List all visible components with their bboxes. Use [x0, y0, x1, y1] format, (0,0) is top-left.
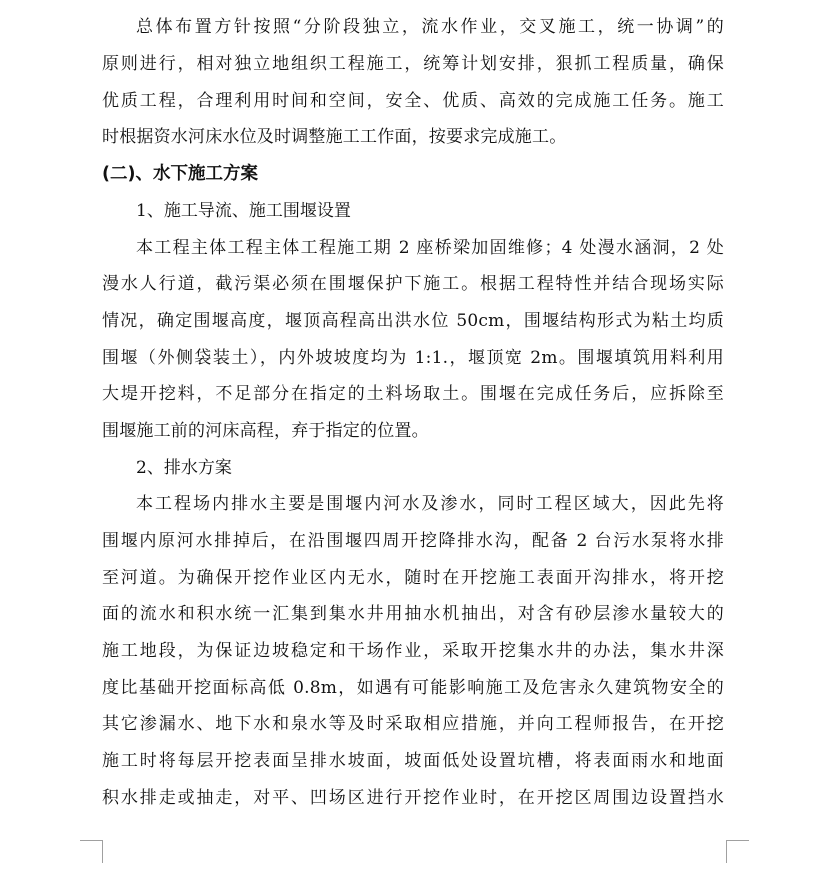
margin-corner-mark-right — [726, 840, 749, 863]
paragraph-2-line-6: 围堰施工前的河床高程，弃于指定的位置。 — [102, 421, 429, 441]
paragraph-2-line-5: 大堤开挖料，不足部分在指定的土料场取土。围堰在完成任务后，应拆除至 — [102, 384, 724, 404]
paragraph-3-line-2: 围堰内原河水排掉后，在沿围堰四周开挖降排水沟，配备 2 台污水泵将水排 — [102, 531, 724, 551]
paragraph-3-line-6: 度比基础开挖面标高低 0.8m，如遇有可能影响施工及危害永久建筑物安全的 — [102, 678, 724, 698]
paragraph-2-line-4: 围堰（外侧袋装土），内外坡坡度均为 1:1.，堰顶宽 2m。围堰填筑用料利用 — [102, 348, 724, 368]
paragraph-3-line-1: 本工程场内排水主要是围堰内河水及渗水，同时工程区域大，因此先将 — [136, 494, 724, 514]
paragraph-3-line-5: 施工地段，为保证边坡稳定和干场作业，采取开挖集水井的办法，集水井深 — [102, 641, 724, 661]
paragraph-1-line-2: 原则进行，相对独立地组织工程施工，统筹计划安排，狠抓工程质量，确保 — [102, 54, 724, 74]
subsection-heading-1: 1、施工导流、施工围堰设置 — [136, 201, 351, 221]
paragraph-3-line-9: 积水排走或抽走，对平、凹场区进行开挖作业时，在开挖区周围边设置挡水 — [102, 788, 724, 808]
paragraph-1-line-4: 时根据资水河床水位及时调整施工工作面，按要求完成施工。 — [102, 127, 567, 147]
paragraph-2-line-2: 漫水人行道，截污渠必须在围堰保护下施工。根据工程特性并结合现场实际 — [102, 274, 724, 294]
paragraph-3-line-8: 施工时将每层开挖表面呈排水坡面，坡面低处设置坑槽，将表面雨水和地面 — [102, 751, 724, 771]
paragraph-3-line-3: 至河道。为确保开挖作业区内无水，随时在开挖施工表面开沟排水，将开挖 — [102, 568, 724, 588]
paragraph-3-line-4: 面的流水和积水统一汇集到集水井用抽水机抽出，对含有砂层渗水量较大的 — [102, 604, 724, 624]
paragraph-1-line-3: 优质工程，合理利用时间和空间，安全、优质、高效的完成施工任务。施工 — [102, 91, 724, 111]
paragraph-3-line-7: 其它渗漏水、地下水和泉水等及时采取相应措施，并向工程师报告，在开挖 — [102, 714, 724, 734]
subsection-heading-2: 2、排水方案 — [136, 458, 232, 478]
section-heading: (二)、水下施工方案 — [102, 164, 258, 184]
paragraph-2-line-3: 情况，确定围堰高度，堰顶高程高出洪水位 50cm，围堰结构形式为粘土均质 — [102, 311, 724, 331]
paragraph-1-line-1: 总体布置方针按照“分阶段独立，流水作业，交叉施工，统一协调”的 — [136, 17, 724, 37]
margin-corner-mark-left — [80, 840, 103, 863]
paragraph-2-line-1: 本工程主体工程主体工程施工期 2 座桥梁加固维修；4 处漫水涵洞，2 处 — [136, 238, 724, 258]
